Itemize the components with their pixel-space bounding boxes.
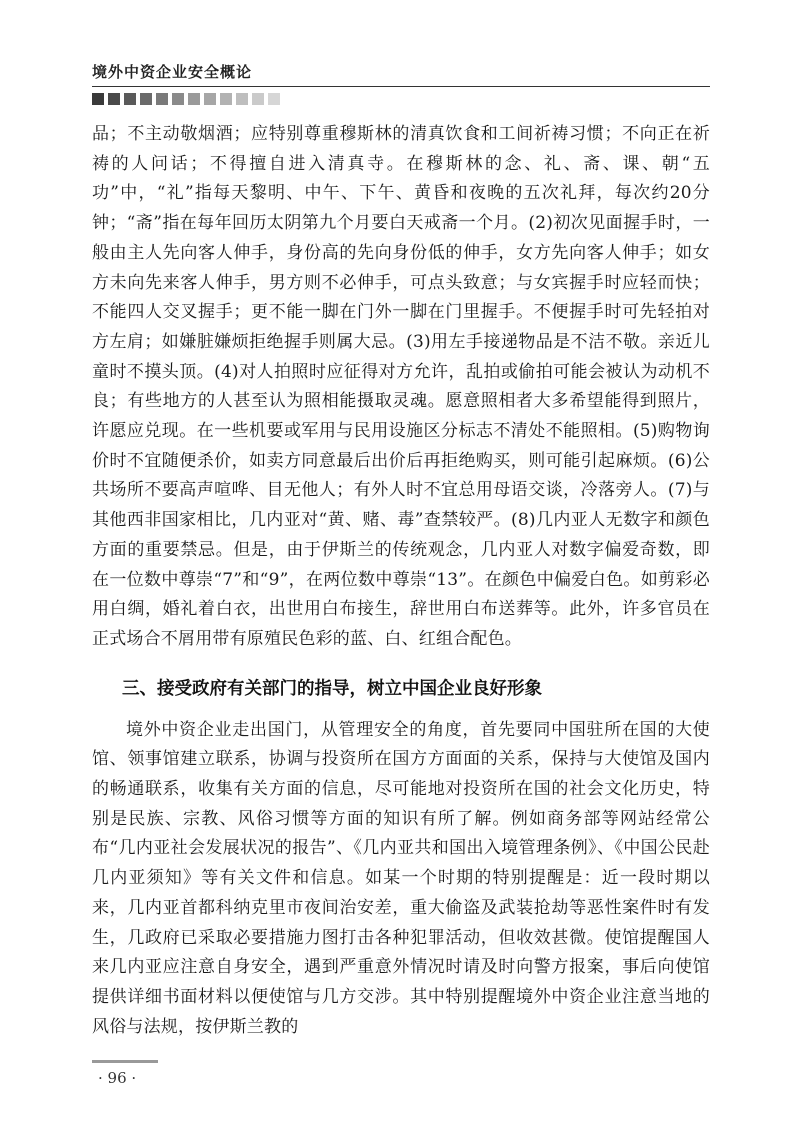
header-square — [204, 93, 216, 105]
header-square — [268, 93, 280, 105]
header-square — [172, 93, 184, 105]
book-title: 境外中资企业安全概论 — [92, 63, 253, 81]
header-square — [108, 93, 120, 105]
header-square — [220, 93, 232, 105]
page-body — [92, 120, 710, 1042]
header-square — [124, 93, 136, 105]
page-number: · 96 · — [98, 1069, 137, 1087]
running-header — [92, 62, 710, 82]
page-footer — [92, 1060, 158, 1087]
footer-rule — [92, 1060, 158, 1063]
header-rule — [92, 86, 710, 87]
decorative-squares — [92, 93, 284, 107]
header-square — [156, 93, 168, 105]
paragraph-guidance: 境外中资企业走出国门，从管理安全的角度，首先要同中国驻所在国的大使馆、领事馆建立联系，协调与投资所在国方方面面的关系，保持与大使馆及国内的畅通联系，收集有关方面的信息，尽可能地对投资所在国的社会文化历史，特别是民族、宗教、风俗习惯等方面的知识有所了解。例如商务部等网站经常公布“几内亚社会发展状况的报告”、《几内亚共和国出入境管理条例》、《中国公民赴几内亚须知》等有关文件和信息。如某一个时期的特别提醒是：近一段时期以来，几内亚首都科纳克里市夜间治安差，重大偷盗及武装抢劫等恶性案件时有发生，几政府已采取必要措施力图打击各种犯罪活动，但收效甚微。使馆提醒国人来几内亚应注意自身安全，遇到严重意外情况时请及时向警方报案，事后向使馆提供详细书面材料以便使馆与几方交涉。其中特别提醒境外中资企业注意当地的风俗与法规，按伊斯兰教的 — [92, 719, 710, 1037]
header-square — [188, 93, 200, 105]
header-square — [252, 93, 264, 105]
header-square — [140, 93, 152, 105]
section-heading: 三、接受政府有关部门的指导，树立中国企业良好形象 — [122, 678, 542, 699]
header-square — [92, 93, 104, 105]
header-square — [236, 93, 248, 105]
paragraph-customs: 品；不主动敬烟酒；应特别尊重穆斯林的清真饮食和工间祈祷习惯；不向正在祈祷的人问话；不得擅自进入清真寺。在穆斯林的念、礼、斋、课、朝“五功”中，“礼”指每天黎明、中午、下午、黄昏和夜晚的五次礼拜，每次约20分钟；“斋”指在每年回历太阴第九个月要白天戒斋一个月。(2)初次见面握手时，一般由主人先向客人伸手，身份高的先向身份低的伸手，女方先向客人伸手；如女方未向先来客人伸手，男方则不必伸手，可点头致意；与女宾握手时应轻而快；不能四人交叉握手；更不能一脚在门外一脚在门里握手。不便握手时可先轻拍对方左肩；如嫌脏嫌烦拒绝握手则属大忌。(3)用左手接递物品是不洁不敬。亲近儿童时不摸头顶。(4)对人拍照时应征得对方允许，乱拍或偷拍可能会被认为动机不良；有些地方的人甚至认为照相能摄取灵魂。愿意照相者大多希望能得到照片，许愿应兑现。在一些机要或军用与民用设施区分标志不清处不能照相。(5)购物询价时不宜随便杀价，如卖方同意最后出价后再拒绝购买，则可能引起麻烦。(6)公共场所不要高声喧哗、目无他人；有外人时不宜总用母语交谈，冷落旁人。(7)与其他西非国家相比，几内亚对“黄、赌、毒”查禁较严。(8)几内亚人无数字和颜色方面的重要禁忌。但是，由于伊斯兰的传统观念，几内亚人对数字偏爱奇数，即在一位数中尊崇“7”和“9”，在两位数中尊崇“13”。在颜色中偏爱白色。如剪彩必用白绸，婚礼着白衣，出世用白布接生，辞世用白布送葬等。此外，许多官员在正式场合不屑用带有原殖民色彩的蓝、白、红组合配色。 — [92, 124, 710, 649]
